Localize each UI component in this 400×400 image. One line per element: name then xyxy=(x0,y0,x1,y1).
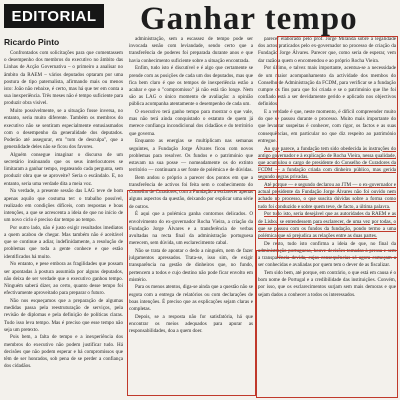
paragraph: Na verdade, a presente sessão das LAG teve de bom apenas aquilo que costuma ter: o trabalho possível, realizado em condições difíceis, com respostas e boas intenções, a que se acrescenta a ideia de que no início de um novo ciclo é preciso dar tempo ao tempo. xyxy=(4,188,123,224)
underlined-paragraph: Ao que parece, a fundação tem sido obedecida às instruções do antigo governador e à explicação de Rocha Vieira, nessa qualidade, que acumulou o cargo de presidente do Conselho de Curadores da FCDM — a fundação criada com dinheiro público, mas gerida segundo regras privadas. xyxy=(258,145,396,181)
paragraph: De resto, tudo isto confirma a ideia de que, no final da administração portuguesa, houve decisões tomadas à pressa e sem a transparência devida, cujas consequências só agora começam a ser conhecidas e avaliadas por quem tem o dever de as fiscalizar. xyxy=(258,240,396,269)
paragraph: Muito possivelmente, se a situação fosse inversa, no entanto, seria muito diferente. Também os membros do executivo não se sentiram especialmente entusiasmados com o desempenho da generalidade dos deputados. Poderão até assegurar, em "tom de desculpa", que a generalidade deles não se ficou dos favores. xyxy=(4,108,123,151)
paragraph: Para os menos atentos, diga-se ainda que a questão não se esgota com a entrega de relatórios ou com declarações de boas intenções. É preciso que as explicações sejam claras e completas. xyxy=(129,284,253,313)
paragraph: E a verdade é que, neste momento, é difícil compreender muito do que se passou durante o processo. Muito mais importante do que levantar suspeitas é conhecer, com rigor, os factos e as suas consequências, em particular no que diz respeito ao património entregue. xyxy=(258,109,396,144)
paragraph: No entanto, e pese embora as fragilidades que possam ser apontadas à postura assumida por alguns deputados, não deixa de ser verdade que o executivo ganhou tempo. Ninguém saberá dizer, ao certo, quanto desse tempo foi efectivamente aproveitado para preparar o futuro. xyxy=(4,261,123,297)
article-column-3 xyxy=(258,36,396,395)
paragraph: Bem andou o próprio a parecer dos pontos em que a transferência de activos foi feita sem o conhecimento do Conselho de Curadores, com a Fundação a esclarecer apenas alguns aspectos da questão, deixando por explicar uma série de outros. xyxy=(129,174,253,210)
paragraph: Enquanto as energias se multiplicam nas semanas seguintes, a Fundação Jorge Álvares ficou com novos problemas para resolver. Os fundos e o património que estavam na sua posse — nomeadamente os do extinto território — continuam a ser fonte de polémica e de dúvidas. xyxy=(129,138,253,174)
author-byline: Ricardo Pinto xyxy=(4,37,60,47)
paragraph: Enfim, tudo isto é discutível e é algo que certamente se prende com as posições de cada um dos deputados, mas que fica bem claro é que os tempos de inexperiência estão a acabar e que o "compromisso" já não está tão longe. Nem são as LAG o único momento de avaliação: a opinião pública acompanha atentamente o desempenho de cada um. xyxy=(129,65,253,108)
paragraph: Por outro lado, não é justo exigir resultados imediatos a quem acabou de chegar. Mas também não é aceitável que se continue a adiar, indefinidamente, a resolução de problemas que toda a gente conhece e que estão identificados há muito. xyxy=(4,224,123,260)
paragraph: Tem sido bem, até porque, em contrário, o que está em causa é o bom nome de Portugal e a credibilidade das instituições. Convém, por isso, que os esclarecimentos surjam sem mais demoras e que sejam dados a conhecer a todos os interessados. xyxy=(258,270,396,298)
paragraph: Alguém consegue imaginar o discurso de um secretário insinuando que os seus interlocutores se limitaram a ganhar tempo, regateando cada pergunta, sem produzir obra que se aproveite? Seria o escândalo. E, no entanto, seria uma verdade dita a meia voz. xyxy=(4,151,123,187)
paragraph: Não nos esqueçamos que a preparação de algumas medidas passa pela reestruturação de serviços, pela revisão de diplomas e pela definição de políticas claras. Tudo isso leva tempo. Mas é preciso que esse tempo não seja um pretexto. xyxy=(4,297,123,333)
paragraph: Pois bem, a falta de tempo e a inexperiência dos membros do executivo não podem justificar tudo. Há decisões que não podem esperar e há compromissos que têm de ser honrados, sob pena de se perder a confiança dos cidadãos. xyxy=(4,334,123,370)
paragraph: Por último, e talvez mais importante, acentua-se a necessidade de um maior acompanhamento da actividade dos membos do Conselho de Administração da FCDM, para verificar se a fundação cumpre os fins para que foi criada e se o património que lhe foi confiado está a ser devidamente gerido e aplicado nos objectivos definidos. xyxy=(258,65,396,108)
headline: Ganhar tempo xyxy=(140,1,358,37)
paragraph: Depois, se a resposta não for satisfatória, há que encontrar os meios adequados para apurar as responsabilidades, doa a quem doer. xyxy=(129,313,253,335)
paragraph: O executivo terá ganho tempo para mostrar o que vale, mas não terá ainda conquistado o estatuto de quem já merece confiança incondicional dos cidadãos e do território que governa. xyxy=(129,109,253,137)
paragraph: Confrontados com solicitações para que comentassem o desempenho dos membros do executivo no âmbito das Linhas de Acção Governativa – o primeiro a analisar no âmbito da RAEM – vários deputados optaram por uma postura de tipo paternalista, afirmando mais ou menos isto: João não rebaixe, é certo, mas há que ter em conta a sua inexperiência. Três meses não é tempo suficiente para produzir obra visível. xyxy=(4,50,123,107)
article-column-1 xyxy=(4,50,123,395)
paragraph: Não se trata de apontar o dedo a ninguém, nem de fazer julgamentos apressados. Trata-se, isso sim, de exigir transparência na gestão de dinheiros que, no fundo, pertencem a todos e cujo destino não pode ficar envolto em mistério. xyxy=(129,247,253,283)
underlined-paragraph: Por tudo isto, seria desejável que as autoridades da RAEM e as de Lisboa se entendessem para esclarecer, de uma vez por todas, o que se passou com os fundos da fundação, pondo termo a uma polémica que só prejudica as relações entre as duas partes. xyxy=(258,211,396,239)
article-column-2 xyxy=(129,36,253,395)
underlined-paragraph: Até porque — e segundo declarou ao JTM — o ex-governador e actual presidente da Fundação Jorge Álvares não foi ouvido nem achado no processo, o que suscita dúvidas sobre a forma como tudo foi conduzido e sobre quem teve, de facto, a última palavra. xyxy=(258,182,396,210)
paragraph: administração, sem a escassez de tempo pode ser invocada senão com leviandade, sendo certo que a transferência de poderes foi preparada durante anos e que havia conhecimento suficiente sobre a situação encontrada. xyxy=(129,36,253,64)
paragraph: É aqui que a polémica ganha contornos delicados. O envolvimento do ex-governador Rocha Vieira, a criação da Fundação Jorge Álvares e a transferência de verbas avultadas na recta final da administração portuguesa merecem, sem dúvida, um esclarecimento cabal. xyxy=(129,211,253,247)
section-tag: EDITORIAL xyxy=(4,4,104,28)
paragraph: parecer elaborado pelo prof. Jorge Miranda sobre a legalidade dos actos praticados pelo ex-governador no processo de criação da Fundação Jorge Álvares. Parecer que, como seria de esperar, vem dar razão a quem o encomendou e ao próprio Rocha Vieira. xyxy=(258,36,396,64)
